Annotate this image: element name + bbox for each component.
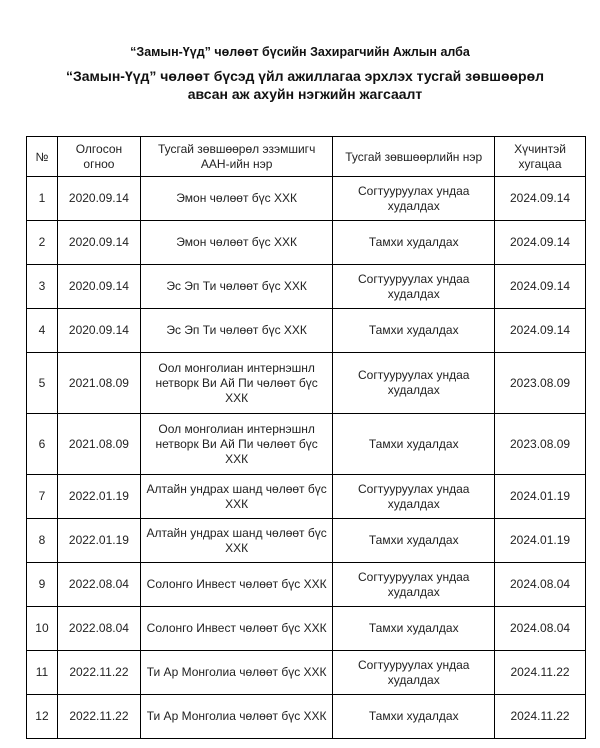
cell-row-number: 9	[27, 563, 58, 607]
cell-issue-date: 2021.08.09	[57, 353, 140, 414]
cell-holder-name: Оол монголиан интернэшнл нетворк Ви Ай Пи чөлөөт бүс ХХК	[140, 414, 333, 475]
table-row	[27, 265, 586, 309]
cell-license-name: Согтууруулах ундаа худалдах	[333, 177, 495, 221]
cell-valid-until: 2024.09.14	[495, 309, 586, 353]
cell-holder-name: Алтайн ундрах шанд чөлөөт бүс ХХК	[140, 519, 333, 563]
cell-valid-until: 2024.01.19	[495, 475, 586, 519]
cell-license-name: Тамхи худалдах	[333, 695, 495, 739]
cell-holder-name: Эмон чөлөөт бүс ХХК	[140, 221, 333, 265]
cell-license-name: Тамхи худалдах	[333, 519, 495, 563]
cell-row-number: 3	[27, 265, 58, 309]
table-row	[27, 221, 586, 265]
cell-row-number: 7	[27, 475, 58, 519]
cell-issue-date: 2022.08.04	[57, 607, 140, 651]
cell-license-name: Тамхи худалдах	[333, 607, 495, 651]
cell-holder-name: Ти Ар Монголиа чөлөөт бүс ХХК	[140, 651, 333, 695]
cell-holder-name: Оол монголиан интернэшнл нетворк Ви Ай Пи чөлөөт бүс ХХК	[140, 353, 333, 414]
cell-valid-until: 2024.09.14	[495, 221, 586, 265]
cell-license-name: Тамхи худалдах	[333, 414, 495, 475]
cell-holder-name: Эмон чөлөөт бүс ХХК	[140, 177, 333, 221]
cell-issue-date: 2020.09.14	[57, 177, 140, 221]
table-header-row	[27, 137, 586, 177]
table-row	[27, 353, 586, 414]
cell-license-name: Тамхи худалдах	[333, 221, 495, 265]
column-header-holder-name: Тусгай зөвшөөрөл эзэмшигч ААН-ийн нэр	[140, 137, 333, 177]
cell-license-name: Согтууруулах ундаа худалдах	[333, 475, 495, 519]
cell-holder-name: Солонго Инвест чөлөөт бүс ХХК	[140, 563, 333, 607]
cell-holder-name: Алтайн ундрах шанд чөлөөт бүс ХХК	[140, 475, 333, 519]
license-table	[26, 136, 586, 739]
cell-license-name: Тамхи худалдах	[333, 309, 495, 353]
cell-issue-date: 2020.09.14	[57, 265, 140, 309]
table-row	[27, 177, 586, 221]
table-row	[27, 309, 586, 353]
column-header-issue-date: Олгосон огноо	[57, 137, 140, 177]
cell-row-number: 11	[27, 651, 58, 695]
table-row	[27, 563, 586, 607]
cell-license-name: Согтууруулах ундаа худалдах	[333, 563, 495, 607]
cell-valid-until: 2023.08.09	[495, 353, 586, 414]
cell-valid-until: 2024.09.14	[495, 177, 586, 221]
table-row	[27, 519, 586, 563]
table-row	[27, 607, 586, 651]
cell-valid-until: 2024.08.04	[495, 607, 586, 651]
cell-valid-until: 2024.11.22	[495, 695, 586, 739]
cell-row-number: 8	[27, 519, 58, 563]
column-header-license-name: Тусгай зөвшөөрлийн нэр	[333, 137, 495, 177]
cell-row-number: 10	[27, 607, 58, 651]
cell-valid-until: 2023.08.09	[495, 414, 586, 475]
column-header-number: №	[27, 137, 58, 177]
cell-holder-name: Ти Ар Монголиа чөлөөт бүс ХХК	[140, 695, 333, 739]
cell-issue-date: 2022.08.04	[57, 563, 140, 607]
cell-license-name: Согтууруулах ундаа худалдах	[333, 353, 495, 414]
cell-issue-date: 2022.01.19	[57, 475, 140, 519]
organization-heading: “Замын-Үүд” чөлөөт бүсийн Захирагчийн Ажлын алба	[130, 45, 470, 59]
cell-license-name: Согтууруулах ундаа худалдах	[333, 651, 495, 695]
cell-row-number: 6	[27, 414, 58, 475]
cell-row-number: 4	[27, 309, 58, 353]
cell-row-number: 2	[27, 221, 58, 265]
cell-issue-date: 2022.11.22	[57, 695, 140, 739]
cell-row-number: 12	[27, 695, 58, 739]
cell-issue-date: 2020.09.14	[57, 221, 140, 265]
table-row	[27, 651, 586, 695]
column-header-valid-until: Хүчинтэй хугацаа	[495, 137, 586, 177]
table-row	[27, 475, 586, 519]
cell-valid-until: 2024.11.22	[495, 651, 586, 695]
cell-issue-date: 2022.01.19	[57, 519, 140, 563]
document-title: “Замын-Үүд” чөлөөт бүсэд үйл ажиллагаа эрхлэх тусгай зөвшөөрөл авсан аж ахуйн нэгжийн жагсаалт	[65, 68, 545, 102]
cell-row-number: 5	[27, 353, 58, 414]
cell-issue-date: 2022.11.22	[57, 651, 140, 695]
cell-issue-date: 2021.08.09	[57, 414, 140, 475]
table-row	[27, 414, 586, 475]
cell-holder-name: Эс Эп Ти чөлөөт бүс ХХК	[140, 309, 333, 353]
cell-issue-date: 2020.09.14	[57, 309, 140, 353]
cell-valid-until: 2024.09.14	[495, 265, 586, 309]
cell-holder-name: Солонго Инвест чөлөөт бүс ХХК	[140, 607, 333, 651]
cell-row-number: 1	[27, 177, 58, 221]
cell-valid-until: 2024.08.04	[495, 563, 586, 607]
cell-license-name: Согтууруулах ундаа худалдах	[333, 265, 495, 309]
cell-valid-until: 2024.01.19	[495, 519, 586, 563]
cell-holder-name: Эс Эп Ти чөлөөт бүс ХХК	[140, 265, 333, 309]
table-row	[27, 695, 586, 739]
